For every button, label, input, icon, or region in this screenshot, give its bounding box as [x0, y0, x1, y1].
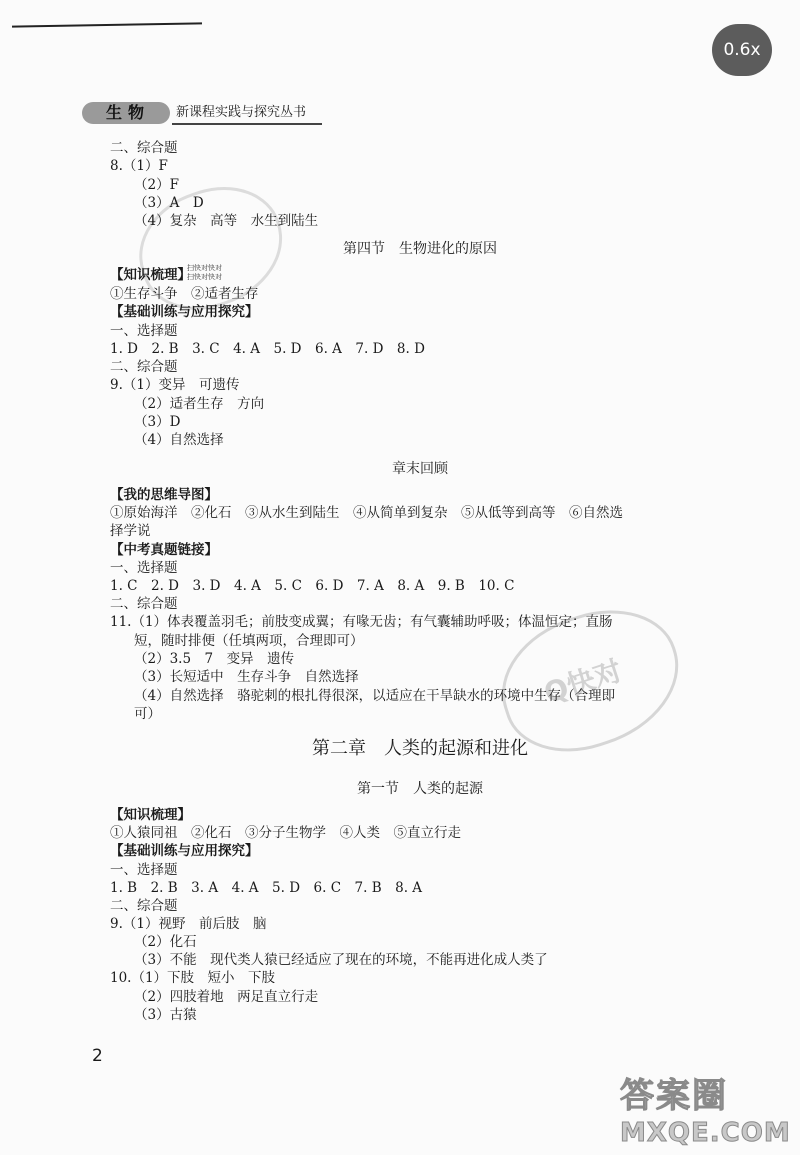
section-title: 第四节 生物进化的原因: [343, 241, 497, 257]
answer-line: （2）F: [134, 177, 179, 193]
answer-line: 8.（1）F: [110, 158, 168, 174]
answer-line: 11.（1）体表覆盖羽毛；前肢变成翼；有喙无齿；有气囊辅助呼吸；体温恒定；直肠: [110, 614, 613, 630]
answer-line: 短，随时排便（任填两项，合理即可）: [134, 633, 364, 649]
answer-line: ①生存斗争 ②适者生存: [110, 286, 259, 302]
stamp-text: Q快对: [539, 653, 627, 710]
watermark-bottom-text: MXQE.COM: [620, 1118, 791, 1148]
answer-line: （4）自然选择 骆驼刺的根扎得很深，以适应在干旱缺水的环境中生存（合理即: [134, 688, 616, 704]
answer-line: （4）复杂 高等 水生到陆生: [134, 213, 319, 229]
knowledge-tag: 【知识梳理】: [110, 807, 191, 823]
answer-line: （2）适者生存 方向: [134, 396, 265, 412]
page-header: [82, 102, 322, 124]
answer-line: （2）四肢着地 两足直立行走: [134, 989, 319, 1005]
section-title: 章末回顾: [392, 461, 448, 477]
knowledge-tag: 【知识梳理】: [110, 267, 191, 283]
watermark-top-text: 答案圈: [620, 1076, 728, 1116]
section-title: 第一节 人类的起源: [357, 781, 483, 797]
choice-answers: 1. D 2. B 3. C 4. A 5. D 6. A 7. D 8. D: [110, 341, 425, 357]
scan-note: 扫快对快对: [187, 273, 222, 281]
answer-line: 10.（1）下肢 短小 下肢: [110, 970, 276, 986]
answer-line: （3）A D: [134, 195, 204, 211]
answer-line: （3）古猿: [134, 1007, 197, 1023]
answer-line: 可）: [134, 706, 161, 722]
subject-label: 生物: [106, 103, 151, 122]
answer-line: （2）3.5 7 变异 遗传: [134, 651, 295, 667]
answer-line: 9.（1）变异 可遗传: [110, 377, 240, 393]
answer-line: ①人猿同祖 ②化石 ③分子生物学 ④人类 ⑤直立行走: [110, 825, 461, 841]
choice-heading: 一、选择题: [110, 862, 178, 878]
site-watermark: [620, 1068, 791, 1150]
choice-heading: 一、选择题: [110, 560, 178, 576]
training-tag: 【基础训练与应用探究】: [110, 843, 259, 859]
answer-line: （3）D: [134, 414, 181, 430]
choice-heading: 一、选择题: [110, 323, 178, 339]
comp-heading: 二、综合题: [110, 359, 178, 375]
training-tag: 【基础训练与应用探究】: [110, 304, 259, 320]
playback-speed-button[interactable]: 0.6x: [712, 24, 772, 76]
comp-heading: 二、综合题: [110, 140, 178, 156]
choice-answers: 1. B 2. B 3. A 4. A 5. D 6. C 7. B 8. A: [110, 880, 423, 896]
series-title: 新课程实践与探究丛书: [176, 105, 307, 120]
edge-line: [12, 22, 202, 27]
exam-tag: 【中考真题链接】: [110, 542, 218, 558]
header-rule: [172, 123, 322, 125]
chapter-title: 第二章 人类的起源和进化: [312, 738, 528, 759]
answer-line: （4）自然选择: [134, 432, 224, 448]
answer-line: （3）长短适中 生存斗争 自然选择: [134, 669, 359, 685]
answer-line: ①原始海洋 ②化石 ③从水生到陆生 ④从简单到复杂 ⑤从低等到高等 ⑥自然选: [110, 505, 623, 521]
comp-heading: 二、综合题: [110, 596, 178, 612]
answer-line: 9.（1）视野 前后肢 脑: [110, 916, 267, 932]
answer-line: （3）不能 现代类人猿已经适应了现在的环境，不能再进化成人类了: [134, 952, 548, 968]
answer-line: （2）化石: [134, 934, 197, 950]
mindmap-tag: 【我的思维导图】: [110, 487, 218, 503]
answer-line: 择学说: [110, 523, 151, 539]
scan-note: 扫快对快对: [187, 264, 222, 272]
choice-answers: 1. C 2. D 3. D 4. A 5. C 6. D 7. A 8. A 9. B 10. C: [110, 578, 515, 594]
comp-heading: 二、综合题: [110, 898, 178, 914]
page-number: 2: [92, 1046, 103, 1066]
